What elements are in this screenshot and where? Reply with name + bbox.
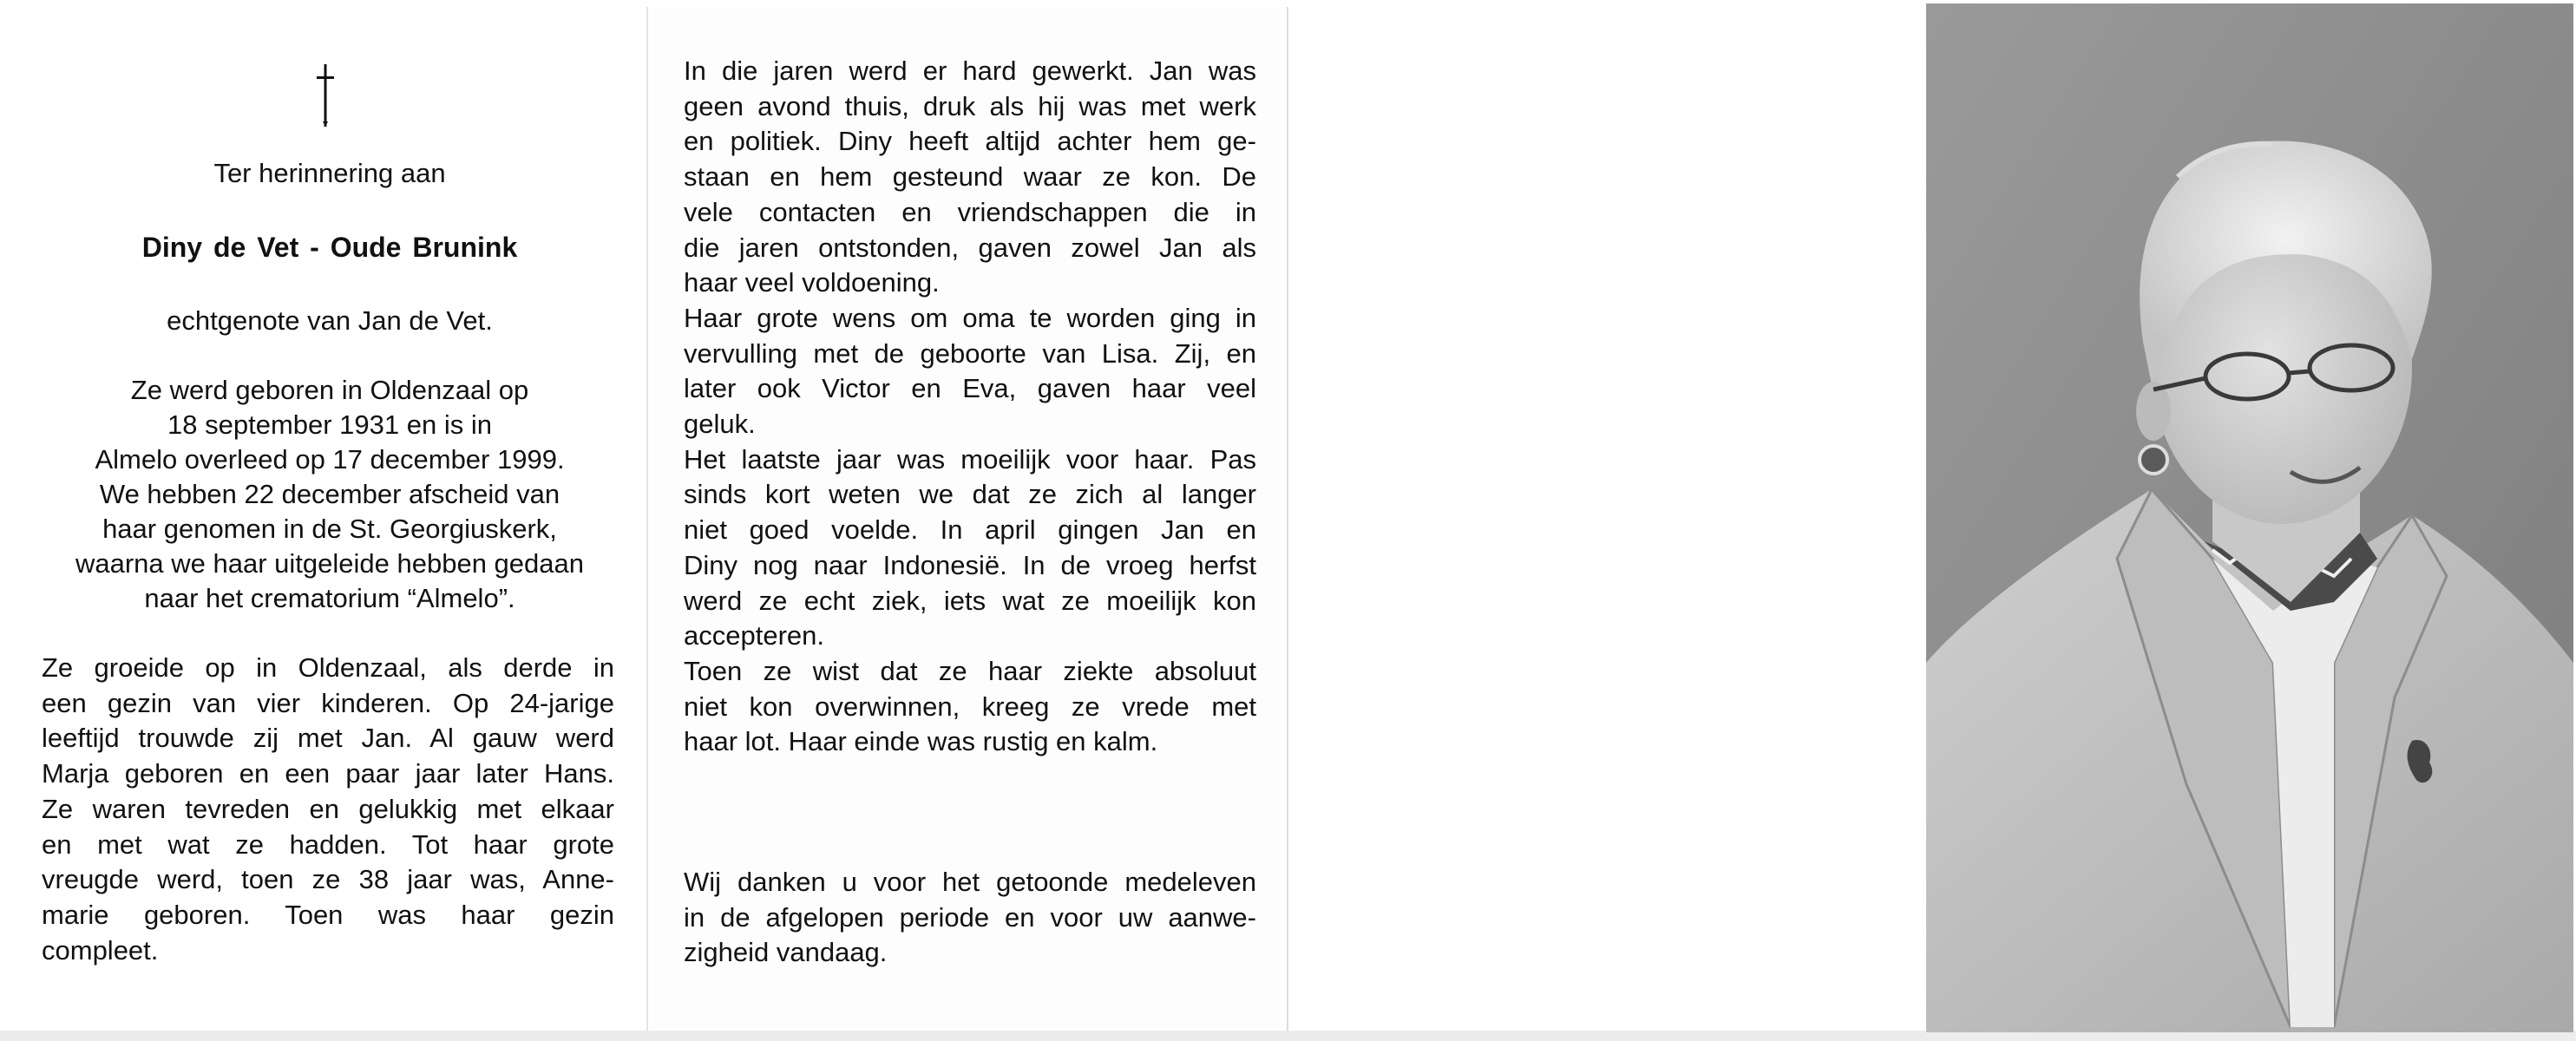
- text-line: geluk.: [684, 409, 756, 440]
- text-line: geen avond thuis, druk als hij was met werk: [684, 90, 1256, 121]
- text-line: naar het crematorium “Almelo”.: [144, 583, 515, 613]
- text-line: Ze groeide op in Oldenzaal, als derde in: [42, 652, 614, 683]
- portrait-illustration: [1926, 3, 2573, 1032]
- text-line: niet kon overwinnen, kreeg ze vrede met: [684, 691, 1256, 722]
- text-line: later ook Victor en Eva, gaven haar veel: [684, 373, 1256, 404]
- portrait-photo: [1926, 3, 2573, 1032]
- text-line: staan en hem gesteund waar ze kon. De: [684, 161, 1256, 193]
- text-line: die jaren ontstonden, gaven zowel Jan als: [684, 232, 1256, 263]
- text-line: 18 september 1931 en is in: [167, 409, 492, 440]
- life-story-part-1: [42, 651, 614, 968]
- card-panel-blank: [1288, 7, 1926, 1031]
- text-line: waarna we haar uitgeleide hebben gedaan: [75, 548, 585, 579]
- text-line: compleet.: [42, 934, 159, 966]
- text-line: haar genomen in de St. Georgiuskerk,: [102, 514, 557, 544]
- spouse-line: echtgenote van Jan de Vet.: [167, 305, 493, 336]
- thanks-paragraph: [684, 865, 1256, 971]
- birth-death-paragraph: [35, 373, 625, 616]
- text-line: Ze werd geboren in Oldenzaal op: [130, 375, 529, 405]
- text-line: Toen ze wist dat ze haar ziekte absoluut: [684, 655, 1256, 686]
- deceased-name: Diny de Vet - Oude Brunink: [141, 232, 518, 263]
- text-line: en met wat ze hadden. Tot haar grote: [42, 828, 614, 860]
- text-line: werd ze echt ziek, iets wat ze moeilijk kon: [684, 585, 1256, 616]
- text-line: marie geboren. Toen was haar gezin: [42, 899, 614, 930]
- text-line: Ze waren tevreden en gelukkig met elkaar: [42, 793, 614, 824]
- life-story-part-2: [684, 54, 1256, 760]
- text-line: vele contacten en vriendschappen die in: [684, 196, 1256, 227]
- text-line: vreugde werd, toen ze 38 jaar was, Anne-: [42, 864, 614, 895]
- intro-text: Ter herinnering aan: [213, 158, 446, 188]
- text-line: sinds kort weten we dat ze zich al langer: [684, 479, 1256, 510]
- text-line: We hebben 22 december afscheid van: [99, 479, 560, 509]
- cross-icon: [312, 61, 338, 130]
- text-line: in de afgelopen periode en voor uw aanwe-: [684, 901, 1256, 933]
- text-line: niet goed voelde. In april gingen Jan en: [684, 514, 1256, 546]
- text-line: Diny nog naar Indonesië. In de vroeg herfst: [684, 549, 1256, 580]
- text-line: In die jaren werd er hard gewerkt. Jan was: [684, 56, 1256, 86]
- text-line: Wij danken u voor het getoonde medeleven: [684, 867, 1256, 897]
- text-line: vervulling met de geboorte van Lisa. Zij, en: [684, 337, 1256, 369]
- text-line: een gezin van vier kinderen. Op 24-jarige: [42, 687, 614, 718]
- text-line: leeftijd trouwde zij met Jan. Al gauw werd: [42, 723, 614, 754]
- text-line: Het laatste jaar was moeilijk voor haar. Pas: [684, 443, 1256, 475]
- text-line: Marja geboren en een paar jaar later Hans.: [42, 758, 614, 789]
- text-line: haar veel voldoening.: [684, 267, 940, 298]
- text-line: en politiek. Diny heeft altijd achter hem ge-: [684, 126, 1256, 157]
- text-line: Haar grote wens om oma te worden ging in: [684, 302, 1256, 333]
- text-line: accepteren.: [684, 620, 824, 651]
- text-line: Almelo overleed op 17 december 1999.: [95, 444, 565, 475]
- text-line: zigheid vandaag.: [684, 937, 888, 968]
- text-line: haar lot. Haar einde was rustig en kalm.: [684, 726, 1158, 757]
